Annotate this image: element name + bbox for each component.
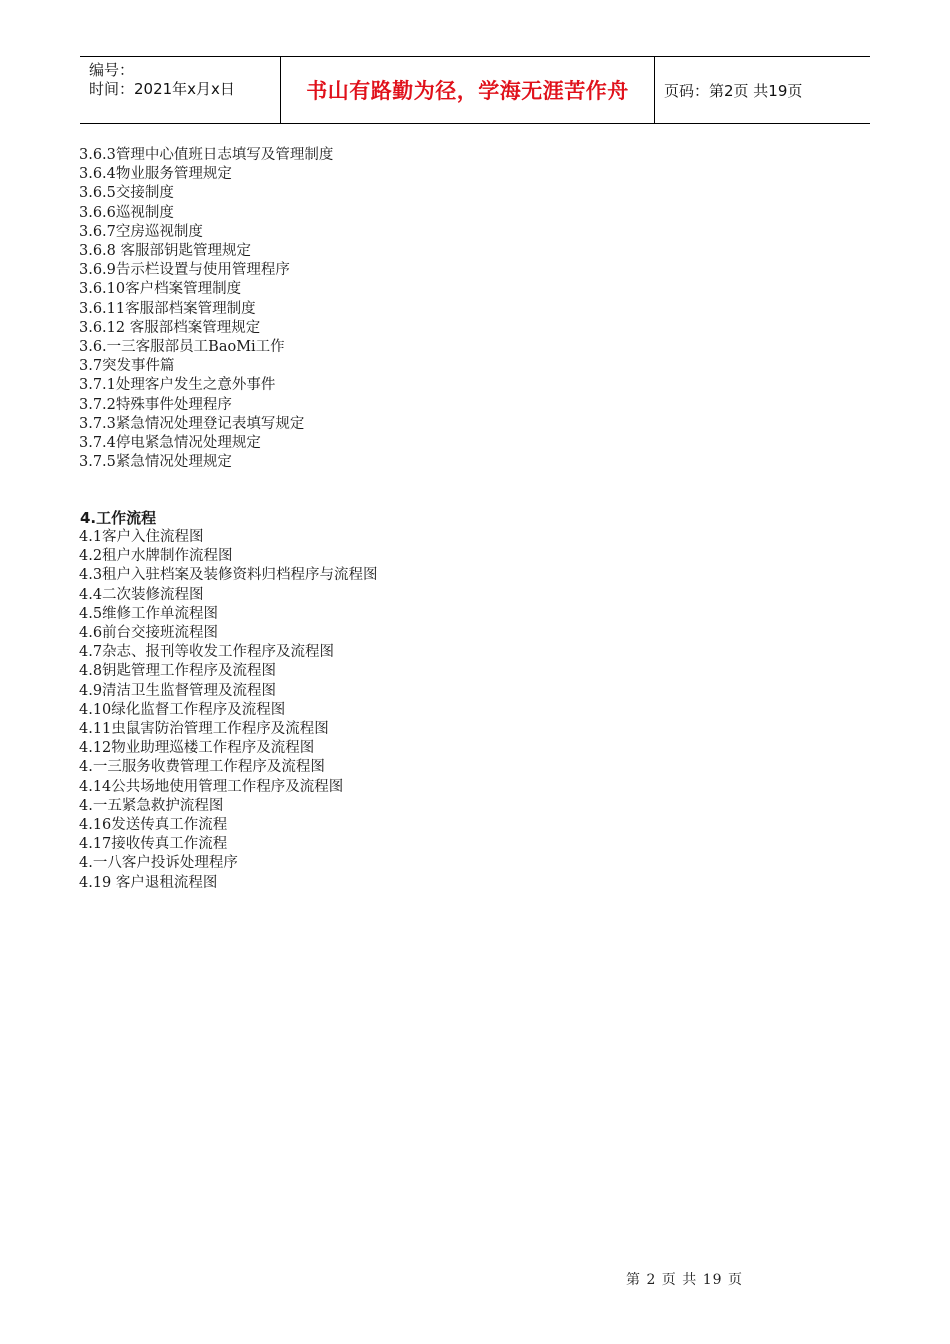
toc-item: 4.11虫鼠害防治管理工作程序及流程图 [79, 721, 329, 738]
time-label: 时间：2021年x月x日 [89, 80, 235, 98]
toc-item: 3.6.6巡视制度 [79, 204, 174, 221]
toc-item: 4.6前台交接班流程图 [79, 625, 219, 642]
toc-item: 3.6.7空房巡视制度 [79, 223, 203, 240]
toc-item: 4.8钥匙管理工作程序及流程图 [79, 663, 277, 680]
header-meta-cell [80, 57, 281, 123]
toc-item: 3.6.9告示栏设置与使用管理程序 [79, 262, 290, 279]
toc-item: 3.7.2特殊事件处理程序 [79, 396, 232, 413]
toc-section-4-list [79, 528, 378, 893]
toc-item: 3.6.8 客服部钥匙管理规定 [79, 243, 252, 260]
motto-text: 书山有路勤为径，学海无涯苦作舟 [306, 79, 629, 103]
toc-item: 4.3租户入驻档案及装修资料归档程序与流程图 [79, 567, 378, 584]
toc-item: 3.7突发事件篇 [79, 358, 175, 375]
toc-item: 3.6.3管理中心值班日志填写及管理制度 [79, 147, 334, 163]
toc-item: 4.1客户入住流程图 [79, 529, 204, 545]
toc-item: 3.6.5交接制度 [79, 185, 174, 202]
toc-item: 3.6.11客服部档案管理制度 [79, 300, 256, 317]
toc-item: 3.6.4物业服务管理规定 [79, 166, 232, 183]
toc-item: 3.6.一三客服部员工BaoMi工作 [79, 339, 285, 356]
page-info-text: 页码：第2页 共19页 [664, 81, 803, 100]
toc-item: 4.9清洁卫生监督管理及流程图 [79, 682, 277, 699]
toc-item: 4.10绿化监督工作程序及流程图 [79, 701, 286, 718]
toc-item: 3.7.5紧急情况处理规定 [79, 454, 232, 471]
motto-cell [281, 57, 655, 123]
toc-item: 4.4二次装修流程图 [79, 586, 204, 603]
toc-item: 3.7.4停电紧急情况处理规定 [79, 435, 261, 452]
toc-item: 4.19 客户退租流程图 [79, 874, 218, 891]
toc-item: 4.一五紧急救护流程图 [79, 797, 224, 814]
document-header [80, 56, 870, 124]
toc-item: 4.12物业助理巡楼工作程序及流程图 [79, 740, 315, 757]
toc-item: 4.一三服务收费管理工作程序及流程图 [79, 759, 325, 776]
toc-item: 3.6.10客户档案管理制度 [79, 281, 242, 298]
toc-item: 4.一八客户投诉处理程序 [79, 855, 238, 872]
toc-section-3-list [79, 146, 333, 472]
number-label: 编号： [89, 61, 135, 79]
toc-item: 4.16发送传真工作流程 [79, 817, 228, 834]
page-footer: 第 2 页 共 19 页 [626, 1272, 743, 1288]
toc-item: 4.14公共场地使用管理工作程序及流程图 [79, 778, 344, 795]
toc-item: 4.7杂志、报刊等收发工作程序及流程图 [79, 644, 335, 661]
page-info-cell [655, 57, 870, 123]
section-4-heading: 4.工作流程 [80, 509, 157, 527]
toc-item: 4.2租户水牌制作流程图 [79, 548, 233, 565]
toc-item: 3.7.3紧急情况处理登记表填写规定 [79, 415, 305, 432]
toc-item: 4.5维修工作单流程图 [79, 605, 219, 622]
toc-item: 4.17接收传真工作流程 [79, 836, 228, 853]
toc-item: 3.6.12 客服部档案管理规定 [79, 319, 261, 336]
toc-item: 3.7.1处理客户发生之意外事件 [79, 377, 276, 394]
